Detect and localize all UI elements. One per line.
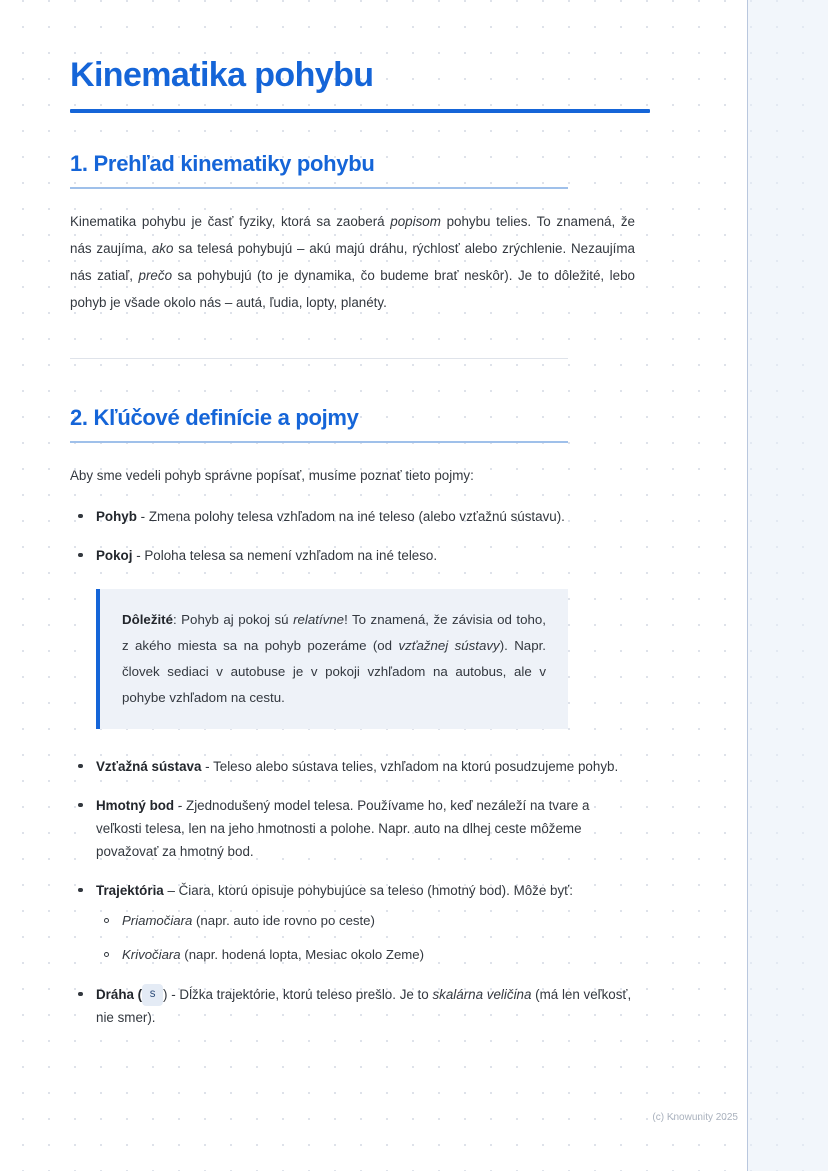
- list-item: [96, 944, 635, 966]
- term-vztazna-sustava: Vzťažná sústava: [96, 758, 202, 774]
- callout-label: Dôležité: [122, 611, 173, 627]
- definitions-list-top: [70, 505, 635, 567]
- section-2-heading: 2. Kľúčové definície a pojmy: [70, 405, 359, 431]
- term-hmotny-bod: Hmotný bod: [96, 797, 175, 813]
- term-trajektoria: Trajektória: [96, 882, 164, 898]
- s1-text-b: pohybu telies. To znamená, že nás zaujíma,: [70, 214, 635, 256]
- s1-em-ako: ako: [151, 240, 174, 256]
- callout-a: : Pohyb aj pokoj sú: [172, 611, 294, 627]
- section-1-divider: [70, 187, 568, 189]
- term-draha-text: ) - Dĺžka trajektórie, ktorú teleso prešlo. Je to: [163, 986, 433, 1002]
- term-draha: Dráha (: [96, 986, 143, 1002]
- definitions-list-bottom: [70, 755, 635, 1029]
- term-pohyb-text: - Zmena polohy telesa vzhľadom na iné teleso (alebo vzťažnú sústavu).: [136, 508, 565, 524]
- section-1-heading: 1. Prehľad kinematiky pohybu: [70, 151, 375, 177]
- page-title: Kinematika pohybu: [70, 56, 374, 94]
- term-hmotny-bod-text: - Zjednodušený model telesa. Používame ho, keď nezáleží na tvare a veľkosti telesa, len na jeho hmotnosti a polohe. Napr. auto na dlhej ceste môžeme považovať za hmotný bod.: [96, 797, 590, 859]
- section-2-divider: [70, 441, 568, 443]
- callout-em-relativne: relatívne: [293, 611, 345, 627]
- section-separator: [70, 358, 568, 359]
- document-content: [70, 56, 635, 1045]
- sub-em-priamociara: Priamočiara: [122, 912, 193, 928]
- list-item: [96, 910, 635, 932]
- list-item: [70, 983, 635, 1029]
- callout-b: ! To znamená, že závisia od toho, z akého miesta sa na pohyb pozeráme (od: [122, 611, 546, 653]
- list-item: [70, 755, 635, 778]
- s1-text-c: sa telesá pohybujú – akú majú dráhu, rýchlosť alebo zrýchlenie. Nezaujíma nás zatiaľ,: [70, 240, 636, 283]
- copyright-footer: (c) Knowunity 2025: [652, 1112, 738, 1123]
- list-item: [70, 794, 635, 863]
- s1-text-a: Kinematika pohybu je časť fyziky, ktorá sa zaoberá: [70, 214, 391, 230]
- trajectory-sublist: [96, 910, 635, 967]
- section-2-lead: Aby sme vedeli pohyb správne popísať, musíme poznať tieto pojmy:: [70, 468, 474, 484]
- list-item: [70, 544, 635, 567]
- title-divider: [70, 109, 650, 113]
- sub-text-krivociara: (napr. hodená lopta, Mesiac okolo Zeme): [180, 947, 425, 963]
- section-1-paragraph: [70, 209, 635, 316]
- list-item: [70, 505, 635, 528]
- list-item: [70, 879, 635, 967]
- term-pokoj: Pokoj: [96, 547, 133, 563]
- sub-text-priamociara: (napr. auto ide rovno po ceste): [192, 912, 375, 928]
- term-trajektoria-text: – Čiara, ktorú opisuje pohybujúce sa teleso (hmotný bod). Môže byť:: [163, 882, 573, 898]
- draha-tail: (má len veľkosť, nie smer).: [96, 986, 632, 1026]
- right-margin-band: [747, 0, 828, 1171]
- callout-c: ). Napr. človek sediaci v autobuse je v pokoji vzhľadom na autobus, ale v pohybe vzhľadom na cestu.: [122, 637, 546, 705]
- s1-text-d: sa pohybujú (to je dynamika, čo budeme brať neskôr). Je to dôležité, lebo pohyb je všade okolo nás – autá, ľudia, lopty, planéty.: [70, 267, 635, 310]
- symbol-chip-s: s: [142, 984, 163, 1006]
- s1-em-preco: prečo: [138, 267, 173, 283]
- callout-text: [122, 607, 546, 711]
- term-pokoj-text: - Poloha telesa sa nemení vzhľadom na iné teleso.: [132, 547, 438, 563]
- s1-em-popisom: popisom: [390, 214, 441, 230]
- callout-em-vztaznej-sustavy: vzťažnej sústavy: [398, 637, 500, 653]
- term-vztazna-sustava-text: - Teleso alebo sústava telies, vzhľadom na ktorú posudzujeme pohyb.: [201, 758, 619, 774]
- term-pohyb: Pohyb: [96, 508, 137, 524]
- sub-em-krivociara: Krivočiara: [122, 947, 181, 963]
- draha-em-skalarna: skalárna veličina: [432, 986, 532, 1002]
- important-callout: [96, 589, 568, 729]
